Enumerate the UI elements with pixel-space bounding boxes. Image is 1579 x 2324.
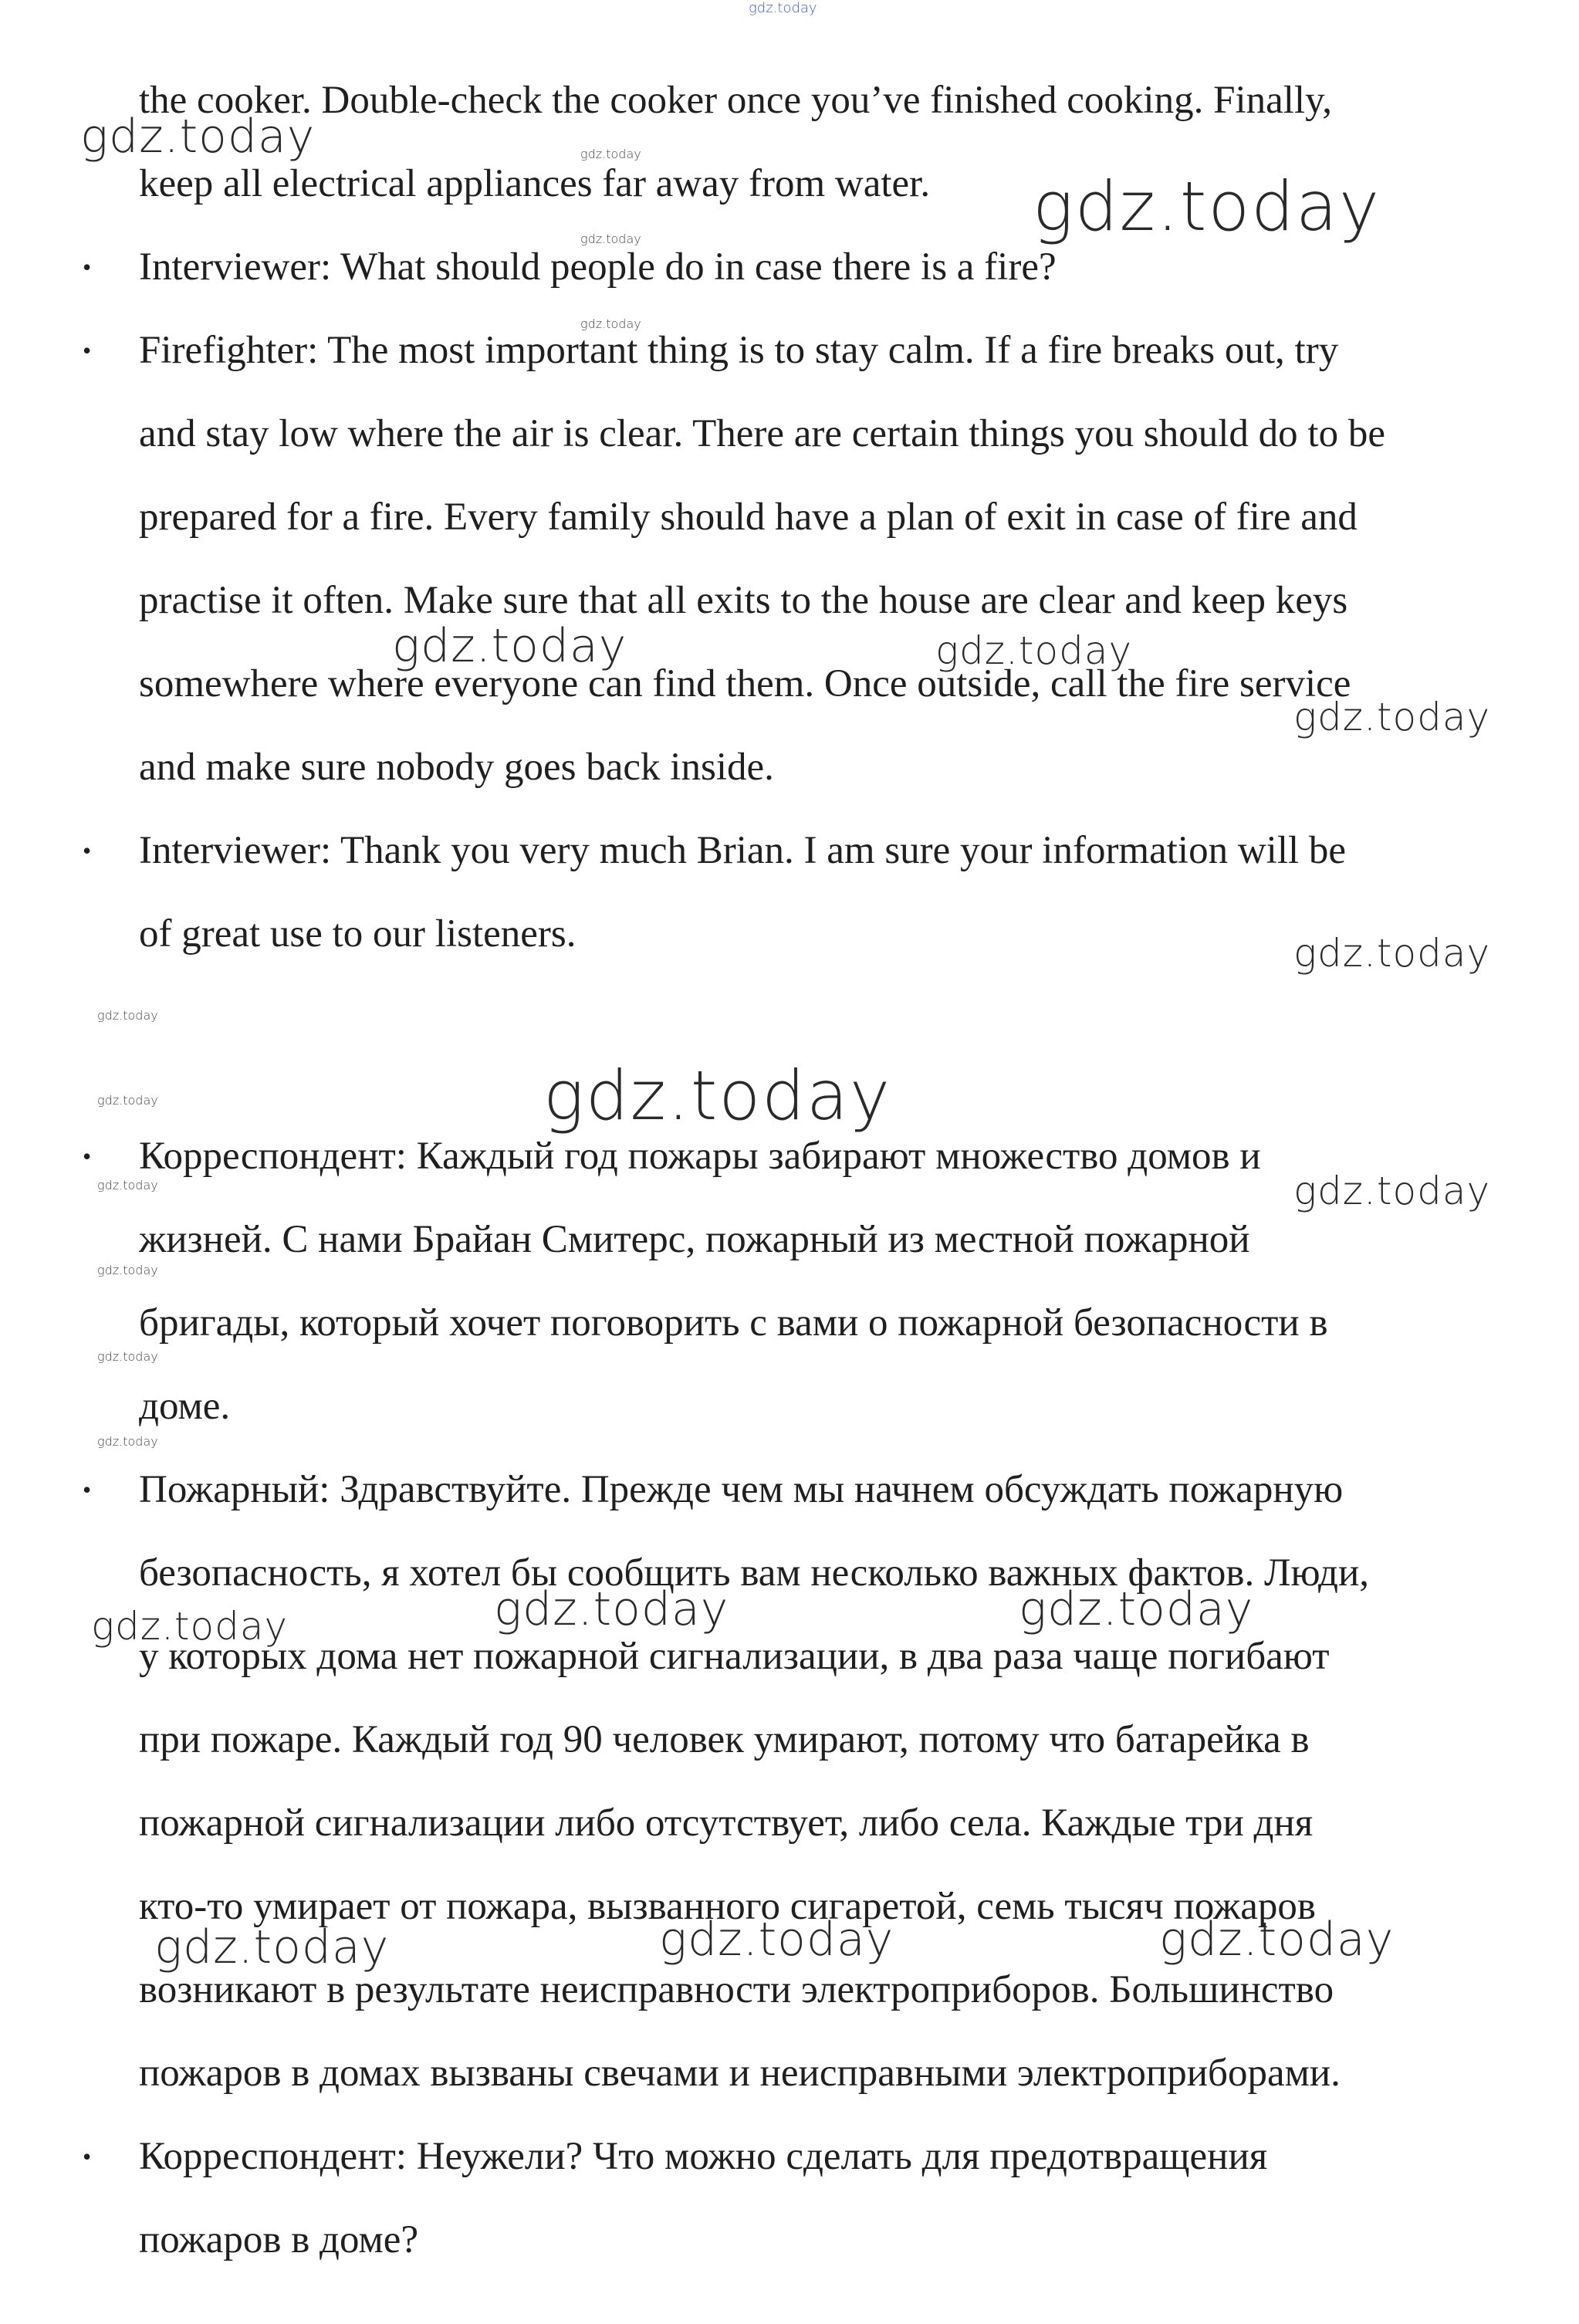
- text-line: при пожаре. Каждый год 90 человек умирают, потому что батарейка в: [139, 1718, 1310, 1761]
- bullet-icon: •: [83, 1142, 92, 1170]
- watermark: gdz.today: [80, 110, 316, 164]
- watermark: gdz.today: [97, 1178, 158, 1192]
- text-line: Interviewer: Thank you very much Brian. I am sure your information will be: [139, 829, 1347, 872]
- watermark: gdz.today: [659, 1913, 894, 1967]
- watermark: gdz.today: [1293, 695, 1491, 739]
- watermark: gdz.today: [97, 1263, 158, 1277]
- watermark: gdz.today: [97, 1434, 158, 1449]
- text-line: and stay low where the air is clear. There are certain things you should do to be: [139, 412, 1385, 455]
- watermark: gdz.today: [935, 628, 1133, 673]
- text-line: пожаров в домах вызваны свечами и неисправными электроприборами.: [139, 2052, 1341, 2095]
- watermark: gdz.today: [1159, 1913, 1395, 1967]
- watermark: gdz.today: [97, 1093, 158, 1108]
- text-line: somewhere where everyone can find them. Once outside, call the fire service: [139, 662, 1351, 705]
- text-line: Корреспондент: Неужели? Что можно сделать для предотвращения: [139, 2135, 1268, 2178]
- text-line: prepared for a fire. Every family should have a plan of exit in case of fire and: [139, 496, 1358, 539]
- text-line: Interviewer: What should people do in case there is a fire?: [139, 245, 1057, 289]
- watermark: gdz.today: [543, 1056, 892, 1135]
- bullet-icon: •: [83, 2143, 92, 2170]
- watermark: gdz.today: [1293, 931, 1491, 976]
- bullet-icon: •: [83, 253, 92, 281]
- watermark: gdz.today: [97, 1008, 158, 1023]
- watermark: gdz.today: [154, 1920, 390, 1974]
- bullet-icon: •: [83, 337, 92, 364]
- watermark: gdz.today: [1033, 167, 1381, 246]
- text-line: Пожарный: Здравствуйте. Прежде чем мы начнем обсуждать пожарную: [139, 1468, 1344, 1511]
- watermark: gdz.today: [91, 1604, 289, 1649]
- watermark: gdz.today: [1019, 1582, 1254, 1636]
- watermark: gdz.today: [1293, 1169, 1491, 1213]
- text-line: кто-то умирает от пожара, вызванного сигаретой, семь тысяч пожаров: [139, 1885, 1316, 1928]
- text-line: жизней. С нами Брайан Смитерс, пожарный из местной пожарной: [139, 1218, 1250, 1261]
- text-line: возникают в результате неисправности электроприборов. Большинство: [139, 1968, 1334, 2011]
- watermark: gdz.today: [392, 619, 627, 673]
- watermark: gdz.today: [97, 1349, 158, 1364]
- text-line: безопасность, я хотел бы сообщить вам несколько важных фактов. Люди,: [139, 1551, 1370, 1595]
- watermark: gdz.today: [580, 232, 641, 246]
- watermark: gdz.today: [749, 0, 817, 16]
- watermark: gdz.today: [580, 147, 641, 161]
- text-line: the cooker. Double-check the cooker once you’ve finished cooking. Finally,: [139, 79, 1333, 122]
- text-line: of great use to our listeners.: [139, 912, 576, 956]
- watermark: gdz.today: [580, 316, 641, 331]
- text-line: and make sure nobody goes back inside.: [139, 746, 774, 789]
- bullet-icon: •: [83, 1476, 92, 1504]
- bullet-icon: •: [83, 837, 92, 864]
- text-line: пожаров в доме?: [139, 2218, 419, 2261]
- text-line: keep all electrical appliances far away from water.: [139, 162, 931, 205]
- text-line: у которых дома нет пожарной сигнализации, в два раза чаще погибают: [139, 1635, 1330, 1678]
- text-line: practise it often. Make sure that all exits to the house are clear and keep keys: [139, 579, 1348, 622]
- text-line: пожарной сигнализации либо отсутствует, либо села. Каждые три дня: [139, 1801, 1314, 1845]
- text-line: доме.: [139, 1385, 231, 1428]
- text-line: бригады, который хочет поговорить с вами о пожарной безопасности в: [139, 1301, 1328, 1345]
- text-line: Firefighter: The most important thing is to stay calm. If a fire breaks out, try: [139, 329, 1339, 372]
- text-line: Корреспондент: Каждый год пожары забирают множество домов и: [139, 1135, 1261, 1178]
- watermark: gdz.today: [494, 1582, 729, 1636]
